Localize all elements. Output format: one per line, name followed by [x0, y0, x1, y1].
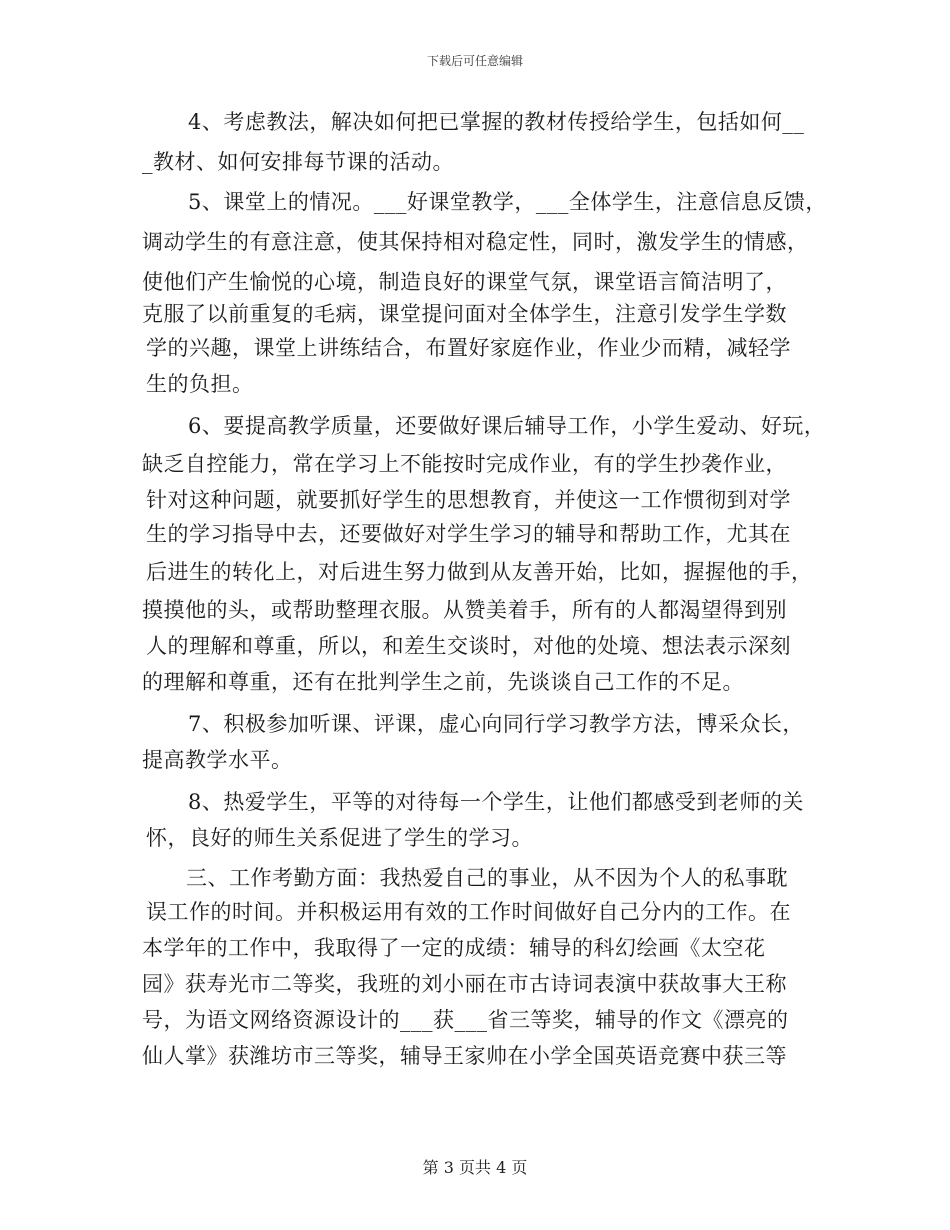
- paragraph-line: 调动学生的有意注意，使其保持相对稳定性，同时，激发学生的情感，: [142, 230, 809, 254]
- paragraph-line: 误工作的时间。并积极运用有效的工作时间做好自己分内的工作。在: [146, 900, 791, 924]
- paragraph-line: 生的负担。: [146, 372, 254, 396]
- paragraph-line: 生的学习指导中去，还要做好对学生学习的辅导和帮助工作，尤其在: [146, 522, 791, 546]
- paragraph-line: 8、热爱学生，平等的对待每一个学生，让他们都感受到老师的关: [188, 790, 804, 814]
- paragraph-line: 6、要提高教学质量，还要做好课后辅导工作，小学生爱动、好玩，: [188, 414, 826, 438]
- paragraph-line: 7、积极参加听课、评课，虚心向同行学习教学方法，博采众长，: [188, 712, 804, 736]
- paragraph-line: 仙人掌》获潍坊市三等奖，辅导王家帅在小学全国英语竞赛中获三等: [142, 1044, 787, 1068]
- paragraph-line: 三、工作考勤方面：我热爱自己的事业，从不因为个人的私事耽: [186, 866, 788, 890]
- paragraph-line: _教材、如何安排每节课的活动。: [142, 150, 454, 174]
- paragraph-line: 5、课堂上的情况。___好课堂教学，___全体学生，注意信息反馈，: [188, 190, 827, 214]
- paragraph-line: 园》获寿光市二等奖，我班的刘小丽在市古诗词表演中获故事大王称: [142, 972, 787, 996]
- paragraph-line: 怀，良好的师生关系促进了学生的学习。: [146, 826, 533, 850]
- paragraph-line: 本学年的工作中，我取得了一定的成绩：辅导的科幻绘画《太空花: [142, 936, 766, 960]
- page-header: 下载后可任意编辑: [426, 54, 523, 68]
- paragraph-line: 摸摸他的头，或帮助整理衣服。从赞美着手，所有的人都渴望得到别: [142, 598, 787, 622]
- paragraph-line: 4、考虑教法，解决如何把已掌握的教材传授给学生，包括如何__: [188, 110, 805, 134]
- paragraph-line: 使他们产生愉悦的心境，制造良好的课堂气氛，课堂语言简洁明了，: [142, 270, 787, 294]
- page-footer: 第 3 页共 4 页: [422, 1158, 528, 1177]
- paragraph-line: 针对这种问题，就要抓好学生的思想教育，并使这一工作惯彻到对学: [146, 488, 791, 512]
- paragraph-line: 的理解和尊重，还有在批判学生之前，先谈谈自己工作的不足。: [142, 670, 744, 694]
- paragraph-line: 克服了以前重复的毛病，课堂提问面对全体学生，注意引发学生学数: [142, 302, 787, 326]
- paragraph-line: 缺乏自控能力，常在学习上不能按时完成作业，有的学生抄袭作业，: [142, 452, 787, 476]
- paragraph-line: 人的理解和尊重，所以，和差生交谈时，对他的处境、想法表示深刻: [146, 634, 791, 658]
- paragraph-line: 学的兴趣，课堂上讲练结合，布置好家庭作业，作业少而精，减轻学: [146, 336, 791, 360]
- paragraph-line: 提高教学水平。: [142, 748, 293, 772]
- paragraph-line: 后进生的转化上，对后进生努力做到从友善开始，比如，握握他的手，: [146, 560, 813, 584]
- paragraph-line: 号，为语文网络资源设计的___获___省三等奖，辅导的作文《漂亮的: [142, 1008, 789, 1032]
